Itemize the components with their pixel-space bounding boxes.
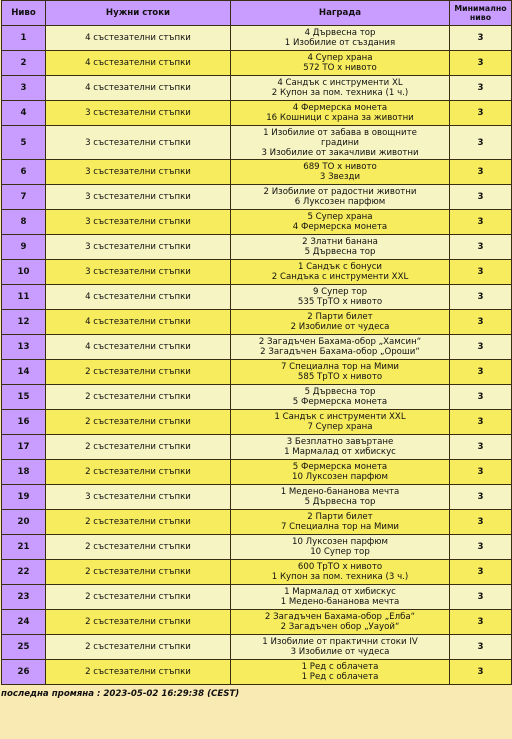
row-min-level: 3 bbox=[450, 535, 512, 560]
reward-line: 7 Супер храна bbox=[307, 422, 373, 432]
row-goods: 4 състезателни стъпки bbox=[46, 335, 231, 360]
table-row bbox=[2, 76, 512, 101]
row-goods: 2 състезателни стъпки bbox=[46, 410, 231, 435]
row-goods: 2 състезателни стъпки bbox=[46, 560, 231, 585]
row-reward bbox=[231, 260, 450, 285]
reward-line: 1 Купон за пом. техника (3 ч.) bbox=[271, 572, 409, 582]
row-min-level: 3 bbox=[450, 335, 512, 360]
row-reward bbox=[231, 385, 450, 410]
row-level: 18 bbox=[2, 460, 46, 485]
row-goods: 4 състезателни стъпки bbox=[46, 26, 231, 51]
reward-line: 1 Мармалад от хибискус bbox=[284, 447, 396, 457]
reward-line: 4 Фермерска монета bbox=[292, 103, 388, 113]
reward-line: 7 Специална тор на Мими bbox=[280, 522, 400, 532]
row-level: 26 bbox=[2, 660, 46, 685]
row-level: 4 bbox=[2, 101, 46, 126]
row-min-level: 3 bbox=[450, 76, 512, 101]
row-min-level: 3 bbox=[450, 385, 512, 410]
reward-line: 2 Загадъчен обор „Уауой“ bbox=[280, 622, 400, 632]
table-header-row bbox=[2, 1, 512, 26]
table-row bbox=[2, 285, 512, 310]
row-goods: 2 състезателни стъпки bbox=[46, 585, 231, 610]
row-goods: 3 състезателни стъпки bbox=[46, 260, 231, 285]
row-min-level: 3 bbox=[450, 310, 512, 335]
reward-line: 1 Мармалад от хибискус bbox=[284, 587, 396, 597]
table-row bbox=[2, 660, 512, 685]
row-min-level: 3 bbox=[450, 126, 512, 160]
row-reward bbox=[231, 660, 450, 685]
row-goods: 4 състезателни стъпки bbox=[46, 285, 231, 310]
table-row bbox=[2, 460, 512, 485]
row-reward bbox=[231, 610, 450, 635]
header-goods: Нужни стоки bbox=[46, 1, 231, 26]
reward-line: 2 Парти билет bbox=[307, 512, 373, 522]
row-min-level: 3 bbox=[450, 660, 512, 685]
table-row bbox=[2, 535, 512, 560]
reward-line: 1 Изобилие от забава в овощните bbox=[263, 127, 417, 138]
reward-line: 572 ТО х нивото bbox=[303, 63, 377, 73]
row-reward bbox=[231, 310, 450, 335]
row-reward bbox=[231, 435, 450, 460]
row-level: 6 bbox=[2, 160, 46, 185]
reward-line: 5 Супер храна bbox=[307, 212, 373, 222]
reward-line: 5 Дървесна тор bbox=[304, 387, 376, 397]
row-level: 23 bbox=[2, 585, 46, 610]
row-goods: 3 състезателни стъпки bbox=[46, 210, 231, 235]
reward-line: 2 Златни банана bbox=[302, 237, 378, 247]
reward-line: 2 Изобилие от чудеса bbox=[290, 322, 390, 332]
row-min-level: 3 bbox=[450, 51, 512, 76]
row-goods: 3 състезателни стъпки bbox=[46, 185, 231, 210]
row-level: 9 bbox=[2, 235, 46, 260]
row-reward bbox=[231, 101, 450, 126]
row-level: 14 bbox=[2, 360, 46, 385]
reward-line: 5 Дървесна тор bbox=[304, 247, 376, 257]
table-row bbox=[2, 26, 512, 51]
reward-line: 2 Парти билет bbox=[307, 312, 373, 322]
row-min-level: 3 bbox=[450, 485, 512, 510]
reward-line: 1 Медено-бананова мечта bbox=[280, 597, 400, 607]
table-row bbox=[2, 235, 512, 260]
header-reward: Награда bbox=[231, 1, 450, 26]
row-level: 22 bbox=[2, 560, 46, 585]
reward-line: 4 Дървесна тор bbox=[304, 28, 376, 38]
row-level: 3 bbox=[2, 76, 46, 101]
row-min-level: 3 bbox=[450, 185, 512, 210]
reward-line: 689 ТО х нивото bbox=[303, 162, 377, 172]
reward-line: 3 Безплатно завъртане bbox=[286, 437, 394, 447]
row-min-level: 3 bbox=[450, 360, 512, 385]
row-level: 25 bbox=[2, 635, 46, 660]
reward-line: 2 Загадъчен Бахама-обор „Елба“ bbox=[264, 612, 416, 622]
reward-line: 1 Медено-бананова мечта bbox=[280, 487, 400, 497]
reward-line: 1 Сандък с бонуси bbox=[297, 262, 383, 272]
row-min-level: 3 bbox=[450, 635, 512, 660]
row-reward bbox=[231, 160, 450, 185]
row-reward bbox=[231, 635, 450, 660]
header-level: Ниво bbox=[2, 1, 46, 26]
reward-line: 4 Сандък с инструменти XL bbox=[277, 78, 403, 88]
row-reward bbox=[231, 51, 450, 76]
row-goods: 3 състезателни стъпки bbox=[46, 160, 231, 185]
row-level: 5 bbox=[2, 126, 46, 160]
row-goods: 2 състезателни стъпки bbox=[46, 460, 231, 485]
row-min-level: 3 bbox=[450, 560, 512, 585]
table-row bbox=[2, 385, 512, 410]
row-min-level: 3 bbox=[450, 585, 512, 610]
row-reward bbox=[231, 360, 450, 385]
row-reward bbox=[231, 335, 450, 360]
row-level: 20 bbox=[2, 510, 46, 535]
row-level: 10 bbox=[2, 260, 46, 285]
reward-line: 9 Супер тор bbox=[312, 287, 368, 297]
row-min-level: 3 bbox=[450, 26, 512, 51]
reward-line: 3 Звезди bbox=[319, 172, 361, 182]
table-row bbox=[2, 335, 512, 360]
row-level: 12 bbox=[2, 310, 46, 335]
reward-line: 600 ТрТО х нивото bbox=[297, 562, 383, 572]
row-reward bbox=[231, 126, 450, 160]
reward-line: 10 Супер тор bbox=[310, 547, 370, 557]
reward-line: 5 Фермерска монета bbox=[292, 397, 388, 407]
row-goods: 2 състезателни стъпки bbox=[46, 535, 231, 560]
row-goods: 2 състезателни стъпки bbox=[46, 360, 231, 385]
table-row bbox=[2, 260, 512, 285]
table-row bbox=[2, 51, 512, 76]
table-row bbox=[2, 485, 512, 510]
row-reward bbox=[231, 585, 450, 610]
row-goods: 4 състезателни стъпки bbox=[46, 76, 231, 101]
reward-line: 585 ТрТО х нивото bbox=[297, 372, 383, 382]
row-level: 24 bbox=[2, 610, 46, 635]
reward-line: 2 Купон за пом. техника (1 ч.) bbox=[271, 88, 409, 98]
reward-line: 3 Изобилие от чудеса bbox=[290, 647, 390, 657]
reward-line: 1 Сандък с инструменти XXL bbox=[274, 412, 406, 422]
row-level: 1 bbox=[2, 26, 46, 51]
table-row bbox=[2, 435, 512, 460]
table-row bbox=[2, 585, 512, 610]
reward-line: 10 Луксозен парфюм bbox=[292, 537, 388, 547]
row-reward bbox=[231, 285, 450, 310]
row-goods: 3 състезателни стъпки bbox=[46, 126, 231, 160]
row-min-level: 3 bbox=[450, 260, 512, 285]
row-reward bbox=[231, 510, 450, 535]
reward-line: 1 Ред с облачета bbox=[301, 672, 379, 682]
row-reward bbox=[231, 26, 450, 51]
row-level: 11 bbox=[2, 285, 46, 310]
row-level: 17 bbox=[2, 435, 46, 460]
row-goods: 2 състезателни стъпки bbox=[46, 435, 231, 460]
table-body bbox=[2, 26, 512, 685]
row-min-level: 3 bbox=[450, 435, 512, 460]
row-goods: 2 състезателни стъпки bbox=[46, 635, 231, 660]
last-modified: последна промяна : 2023-05-02 16:29:38 (CEST) bbox=[1, 689, 240, 699]
table-row bbox=[2, 160, 512, 185]
row-level: 21 bbox=[2, 535, 46, 560]
row-level: 2 bbox=[2, 51, 46, 76]
reward-line: градини bbox=[321, 137, 359, 148]
table-row bbox=[2, 101, 512, 126]
row-goods: 2 състезателни стъпки bbox=[46, 510, 231, 535]
row-min-level: 3 bbox=[450, 235, 512, 260]
reward-line: 6 Луксозен парфюм bbox=[294, 197, 386, 207]
row-goods: 3 състезателни стъпки bbox=[46, 235, 231, 260]
row-goods: 3 състезателни стъпки bbox=[46, 101, 231, 126]
row-goods: 4 състезателни стъпки bbox=[46, 310, 231, 335]
row-min-level: 3 bbox=[450, 460, 512, 485]
row-goods: 4 състезателни стъпки bbox=[46, 51, 231, 76]
reward-line: 2 Изобилие от радостни животни bbox=[263, 187, 417, 197]
reward-line: 5 Фермерска монета bbox=[292, 462, 388, 472]
table-row bbox=[2, 126, 512, 160]
row-min-level: 3 bbox=[450, 160, 512, 185]
table-row bbox=[2, 210, 512, 235]
reward-line: 535 ТрТО х нивото bbox=[297, 297, 383, 307]
table-row bbox=[2, 610, 512, 635]
row-reward bbox=[231, 185, 450, 210]
table-row bbox=[2, 360, 512, 385]
row-reward bbox=[231, 535, 450, 560]
reward-line: 3 Изобилие от закачливи животни bbox=[261, 147, 419, 158]
reward-line: 7 Специална тор на Мими bbox=[280, 362, 400, 372]
reward-line: 2 Загадъчен Бахама-обор „Ороши“ bbox=[260, 347, 420, 357]
reward-line: 10 Луксозен парфюм bbox=[292, 472, 388, 482]
row-goods: 3 състезателни стъпки bbox=[46, 485, 231, 510]
table-row bbox=[2, 185, 512, 210]
table-row bbox=[2, 410, 512, 435]
row-reward bbox=[231, 560, 450, 585]
row-reward bbox=[231, 210, 450, 235]
row-reward bbox=[231, 485, 450, 510]
table-row bbox=[2, 635, 512, 660]
table-row bbox=[2, 310, 512, 335]
row-goods: 2 състезателни стъпки bbox=[46, 660, 231, 685]
rewards-table bbox=[1, 0, 512, 685]
row-goods: 2 състезателни стъпки bbox=[46, 610, 231, 635]
row-reward bbox=[231, 410, 450, 435]
row-level: 19 bbox=[2, 485, 46, 510]
table-row bbox=[2, 560, 512, 585]
row-level: 15 bbox=[2, 385, 46, 410]
row-min-level: 3 bbox=[450, 285, 512, 310]
reward-line: 2 Сандъка с инструменти XXL bbox=[271, 272, 409, 282]
row-reward bbox=[231, 76, 450, 101]
row-goods: 2 състезателни стъпки bbox=[46, 385, 231, 410]
row-min-level: 3 bbox=[450, 410, 512, 435]
row-min-level: 3 bbox=[450, 101, 512, 126]
row-reward bbox=[231, 235, 450, 260]
table-row bbox=[2, 510, 512, 535]
reward-line: 5 Дървесна тор bbox=[304, 497, 376, 507]
row-min-level: 3 bbox=[450, 210, 512, 235]
reward-line: 1 Изобилие от практични стоки IV bbox=[262, 637, 418, 647]
reward-line: 4 Фермерска монета bbox=[292, 222, 388, 232]
row-level: 16 bbox=[2, 410, 46, 435]
row-level: 13 bbox=[2, 335, 46, 360]
reward-line: 4 Супер храна bbox=[307, 53, 373, 63]
row-reward bbox=[231, 460, 450, 485]
header-min-level: Минимално ниво bbox=[450, 1, 512, 26]
row-level: 7 bbox=[2, 185, 46, 210]
reward-line: 1 Ред с облачета bbox=[301, 662, 379, 672]
row-min-level: 3 bbox=[450, 510, 512, 535]
reward-line: 1 Изобилие от създания bbox=[284, 38, 396, 48]
reward-line: 2 Загадъчен Бахама-обор „Хамсин“ bbox=[258, 337, 422, 347]
row-level: 8 bbox=[2, 210, 46, 235]
row-min-level: 3 bbox=[450, 610, 512, 635]
reward-line: 16 Кошници с храна за животни bbox=[266, 113, 414, 123]
